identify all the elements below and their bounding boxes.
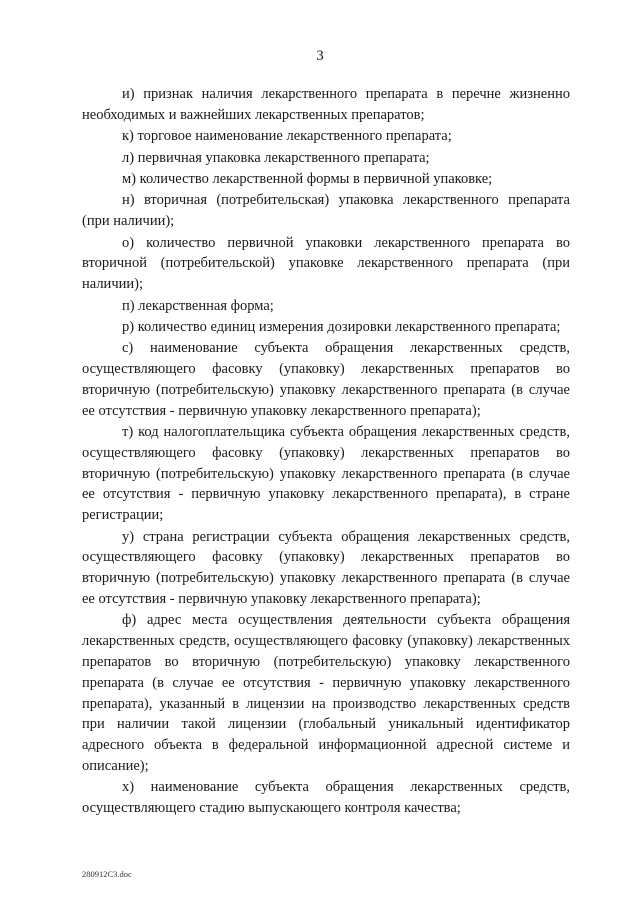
list-item-r: р) количество единиц измерения дозировки лекарственного препарата; [122,318,561,335]
list-item-o: о) количество первичной упаковки лекарственного препарата во вторичной (потребительской) упаковке лекарственного препарата (при наличии); [82,234,570,293]
list-item-n: н) вторичная (потребительская) упаковка лекарственного препарата (при наличии); [82,192,570,230]
document-body [82,84,570,820]
list-item-t: т) код налогоплательщика субъекта обращения лекарственных средств, осуществляющего фасовку (упаковку) лекарственных препаратов во вторичную (потребительскую) упаковку лекарственного препарата (в случае ее отсутствия - первичную упаковку лекарственного препарата), в стране регистрации; [82,424,570,524]
list-item-u: у) страна регистрации субъекта обращения лекарственных средств, осуществляющего фасовку (упаковку) лекарственных препаратов во вторичную (потребительскую) упаковку лекарственного препарата (в случае ее отсутствия - первичную упаковку лекарственного препарата); [82,528,570,608]
list-item-p: п) лекарственная форма; [122,297,274,314]
list-item-f: ф) адрес места осуществления деятельности субъекта обращения лекарственных средств, осуществляющего фасовку (упаковку) лекарственных препаратов во вторичную (потребительскую) упаковку лекарственного препарата (в случае ее отсутствия - первичную упаковку лекарственного препарата), указанный в лицензии на производство лекарственных средств при наличии такой лицензии (глобальный уникальный идентификатор адресного объекта в федеральной информационной адресной системе и описание); [82,612,570,775]
page-number: 3 [316,48,324,64]
list-item-k: к) торговое наименование лекарственного препарата; [122,128,452,145]
list-item-m: м) количество лекарственной формы в первичной упаковке; [122,170,493,187]
list-item-l: л) первичная упаковка лекарственного препарата; [122,149,430,166]
list-item-kh: х) наименование субъекта обращения лекарственных средств, осуществляющего стадию выпускающего контроля качества; [82,779,570,817]
list-item-i: и) признак наличия лекарственного препарата в перечне жизненно необходимых и важнейших лекарственных препаратов; [82,86,570,123]
footer-document-code: 280912C3.doc [82,869,132,879]
list-item-s: с) наименование субъекта обращения лекарственных средств, осуществляющего фасовку (упаковку) лекарственных препаратов во вторичную (потребительскую) упаковку лекарственного препарата (в случае ее отсутствия - первичную упаковку лекарственного препарата); [82,340,570,419]
